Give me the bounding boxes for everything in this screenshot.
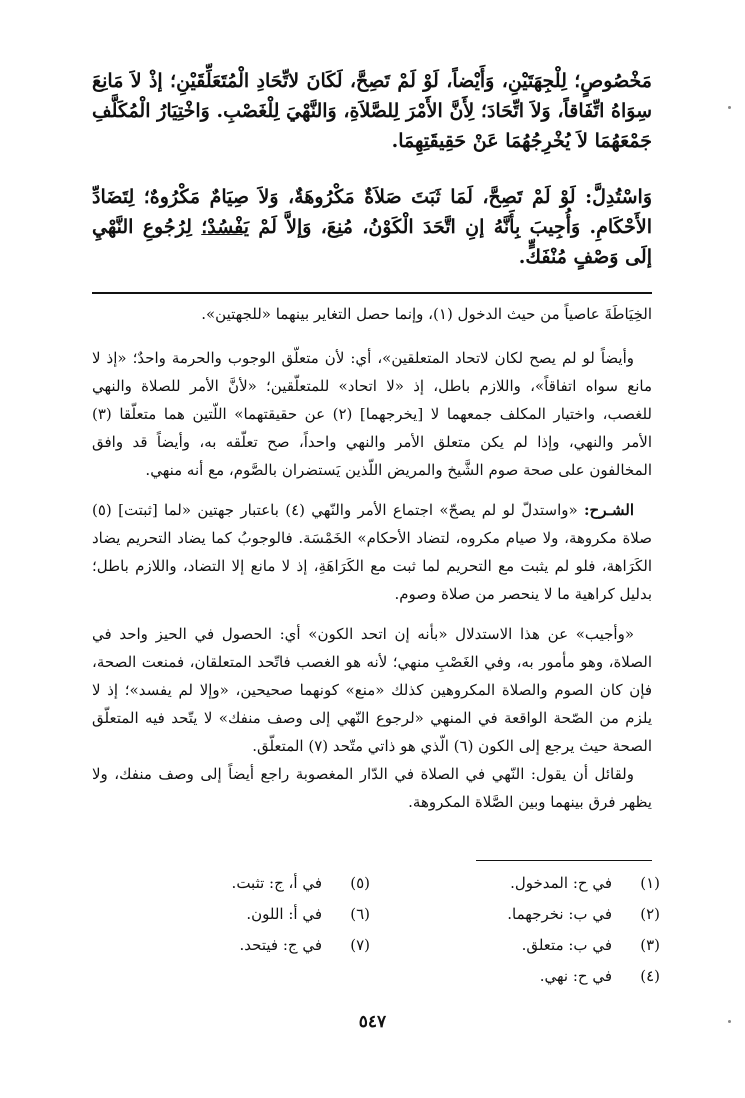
footnote: (٧) في ج: فيتحد.: [239, 936, 370, 954]
matn-p2-part-b: لِرُجُوعِ النَّهْيِ إلَى وَصْفٍ مُنْفَكٍّ.: [92, 216, 652, 268]
matn-paragraph-2: [92, 182, 652, 272]
sharh-paragraph-3: [92, 496, 652, 608]
sharh-paragraph-5: ولقائل أن يقول: النّهي في الصلاة في الدّار المغصوبة راجع أيضاً إلى وصف منفك، ولا يظهر فرق بينهما وبين الصَّلاة المكروهة.: [92, 765, 652, 811]
sharh-paragraph-2: وأيضاً لو لم يصح لكان لاتحاد المتعلقين»، أي: لأن متعلّق الوجوب والحرمة واحدٌ؛ «إذ لا مانع سواه اتفاقاً»، واللازم باطل، إذ «لا اتحاد» للمتعلّقين؛ «لأنَّ الأمر للصلاة والنهي للغصب، واختيار المكلف جمعهما لا [يخرجهما] (٢) عن حقيقتهما» اللّتين هما متعلّقا (٣) الأمر والنهي، وإذا لم يكن متعلق الأمر والنهي واحداً، صح تعلّقه به، وأيضاً قد وافق المخالفون على صحة صوم الشَّيخ والمريض اللّذين يَستضران بالصَّوم، مع أنه منهي.: [92, 349, 652, 479]
footnotes-left-column: [150, 868, 370, 961]
footnote: (٣) في ب: متعلق.: [521, 936, 660, 954]
sharh-paragraph-3-text: «واستدلّ لو لم يصحّ» اجتماع الأمر والنّهي (٤) باعتبار جهتين «لما [ثبتت] (٥) صلاة مكروهة، ولا صيام مكروه، لتضاد الأحكام» الخَمْسَة. فالوجوبُ كما يضاد التحريم يضاد الكَرَاهة، فلو لم يثبت مع التحريم لما ثبت مع الكَرَاهَةِ، إذ لا مانع إلا التضاد، واللازم باطل؛ بدليل كراهية ما لا ينحصر من صلاة وصوم.: [92, 501, 652, 603]
page-number: ٥٤٧: [358, 1012, 387, 1032]
sharh-paragraph-4: «وأجيب» عن هذا الاستدلال «بأنه إن اتحد الكون» أي: الحصول في الحيز واحد في الصلاة، وهو مأمور به، وفي الغَصْبِ منهي؛ لأنه هو الغصب فاتّحد المتعلقان، فمنعت الصحة، فإن كان الصوم والصلاة المكروهين كذلك «منع» كونهما صحيحين، «وإلا لم يفسد»؛ إذ لا يلزم من الصّحة الواقعة في المنهي «لرجوع النّهي إلى وصف منفك» لا يتّحد فيه المتعلّق الصحة حيث يرجع إلى الكون (٦) الّذي هو ذاتي متّحد (٧) المتعلّق.: [92, 625, 652, 755]
footnote: (٦) في أ: اللون.: [246, 905, 370, 923]
sharh-paragraph-1: الخِيَاطَةَ عاصياً من حيث الدخول (١)، وإنما حصل التغاير بينهما «للجهتين».: [201, 305, 652, 323]
matn-p2-part-a: وَاسْتُدِلَّ: لَوْ لَمْ تَصِحَّ، لَمَا ثَبَتَ صَلاَةٌ مَكْرُوهَةٌ، وَلاَ صِيَامٌ مَكْرُوهٌ؛ لِتَضَادِّ الأَحْكَامِ. وَأُجِيبَ بِأَنَّهُ إنِ اتَّحَدَ الْكَوْنُ، مُنِعَ، وَإلاَّ لَمْ: [92, 186, 652, 238]
footnote-divider: [476, 860, 652, 861]
sharh-label: الشـرح:: [583, 501, 634, 519]
matn-underlined-word: يَفْسُدْ؛: [201, 216, 250, 238]
matn-paragraph-1: مَخْصُوصٍ؛ لِلْجِهَتَيْنِ، وَأَيْضاً، لَوْ لَمْ تَصِحَّ، لَكَانَ لاتِّحَادِ الْمُتَعَلِّقَيْنِ؛ إذْ لاَ مَانِعَ سِوَاهُ اتِّفَاقاً، وَلاَ اتِّحَادَ؛ لِأَنَّ الأَمْرَ لِلصَّلاَةِ، وَالنَّهْيَ لِلْغَصْبِ. وَاخْتِيَارُ الْمُكَلَّفِ جَمْعَهُمَا لاَ يُخْرِجُهُمَا عَنْ حَقِيقَتِهِمَا.: [92, 70, 652, 152]
footnote: (٢) في ب: نخرجهما.: [507, 905, 660, 923]
footnote: (١) في ح: المدخول.: [510, 874, 660, 892]
scan-mark: [728, 1020, 731, 1023]
scan-mark: [728, 106, 731, 109]
matn-sharh-divider: [92, 292, 652, 294]
footnote: (٤) في ح: نهي.: [539, 967, 660, 985]
footnote: (٥) في أ، ج: تثبت.: [231, 874, 370, 892]
footnotes-right-column: [420, 868, 660, 992]
